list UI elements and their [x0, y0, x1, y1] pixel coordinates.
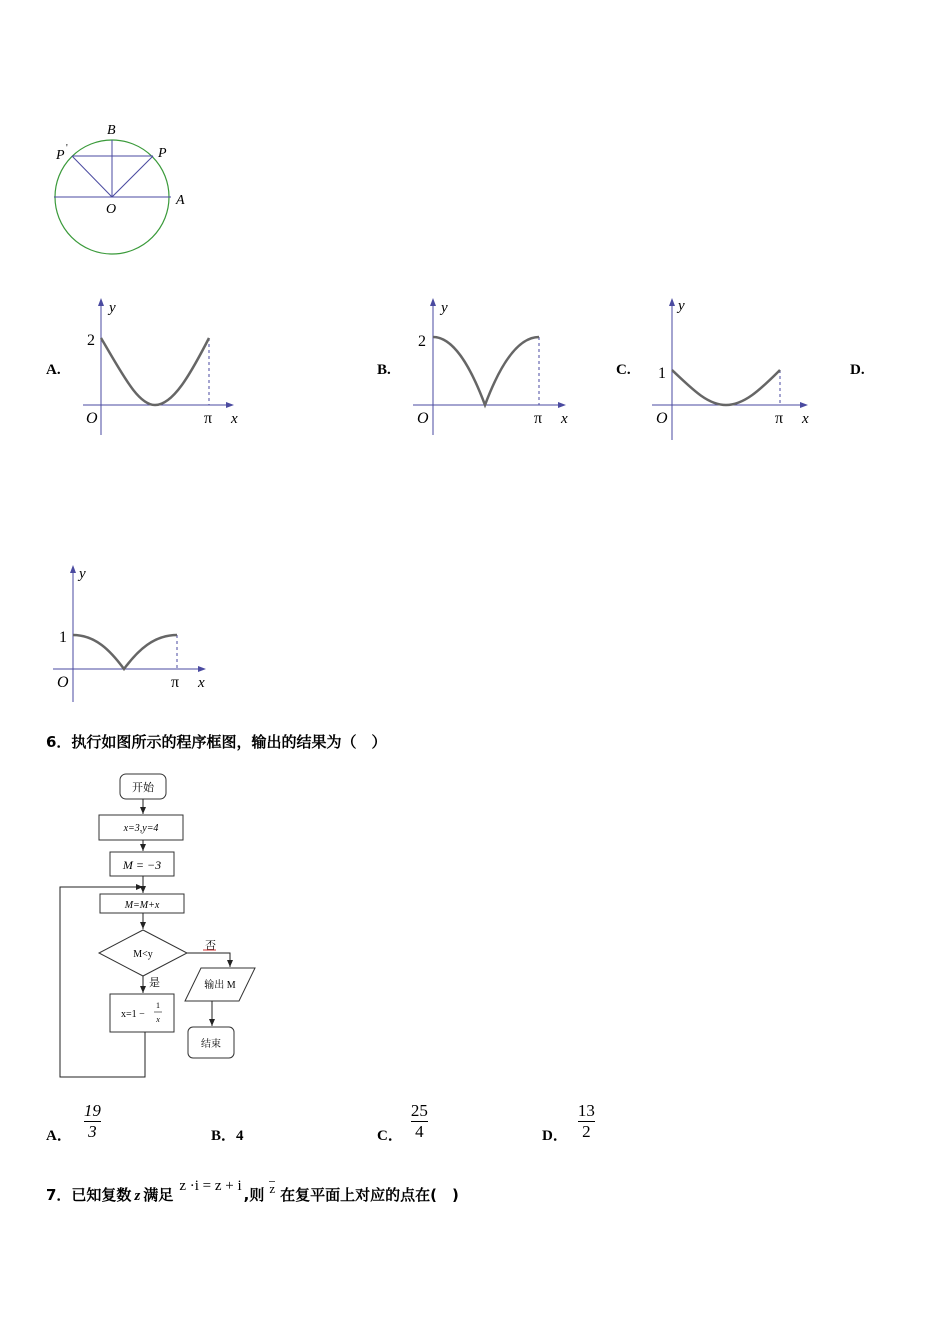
q6-option-b-letter: B． — [211, 1128, 237, 1144]
label-p-prime-mark: ' — [66, 143, 68, 154]
q6-option-d-letter: D． — [542, 1128, 568, 1144]
q6-option-a — [46, 1098, 101, 1145]
origin-label: O — [656, 410, 668, 427]
q5-option-c-graph — [648, 292, 818, 442]
q5-option-b-graph — [408, 295, 578, 435]
origin-label: O — [417, 410, 429, 427]
q7-line — [46, 1178, 459, 1205]
flow-no-label: 否 — [205, 940, 216, 952]
label-a: A — [176, 193, 185, 208]
q5-option-a-letter: A. — [46, 362, 61, 378]
flow-yes-label: 是 — [149, 977, 160, 989]
x-axis-label: x — [231, 411, 238, 427]
x-axis-label: x — [802, 411, 809, 427]
q6-option-a-num: 19 — [83, 1101, 101, 1120]
label-p-prime: P — [56, 148, 65, 163]
y-axis-label: y — [441, 300, 448, 316]
unit-circle-figure — [40, 115, 200, 265]
flow-end-label: 结束 — [201, 1039, 221, 1050]
q6-option-a-fraction — [84, 1101, 101, 1142]
q7-equation: z ·i = z + i — [179, 1178, 242, 1194]
q6-flowchart — [55, 768, 265, 1083]
label-o: O — [106, 202, 117, 217]
q7-mid: 满足 — [143, 1186, 174, 1204]
y-axis-label: y — [109, 300, 116, 316]
q6-option-d-fraction — [578, 1101, 595, 1142]
q7-then: ,则 — [243, 1186, 265, 1204]
q6-option-d-den: 2 — [582, 1122, 591, 1141]
q6-option-c-den: 4 — [415, 1122, 424, 1141]
q6-option-c-fraction — [411, 1101, 428, 1142]
y-tick: 2 — [418, 333, 426, 350]
pi-label: π — [204, 410, 213, 427]
pi-label: π — [171, 674, 180, 691]
y-axis-label: y — [678, 298, 685, 314]
segment-op — [112, 156, 153, 197]
flow-output-label: 输出 M — [204, 980, 236, 991]
y-tick: 1 — [658, 365, 666, 382]
pi-label: π — [775, 410, 784, 427]
flow-update-x-lhs: x=1 − — [121, 1009, 145, 1020]
q5-option-b-letter: B. — [377, 362, 391, 378]
q7-var: z — [134, 1188, 141, 1204]
flow-init-label: x=3,y=4 — [123, 823, 159, 834]
q6-option-a-letter: A． — [46, 1128, 72, 1144]
x-axis-label: x — [198, 675, 205, 691]
q5-option-c-letter: C. — [616, 362, 631, 378]
x-axis-label: x — [561, 411, 568, 427]
q6-title: 6．执行如图所示的程序框图，输出的结果为（ ） — [46, 733, 387, 751]
q6-option-d — [542, 1098, 595, 1145]
flow-update-x-den: x — [156, 1015, 160, 1024]
q6-option-a-den: 3 — [88, 1122, 97, 1141]
flow-start-label: 开始 — [132, 782, 154, 794]
segment-op-prime — [72, 156, 112, 197]
origin-label: O — [86, 410, 98, 427]
q6-option-b — [211, 1124, 244, 1145]
label-b: B — [107, 123, 116, 138]
flow-init-m-label: M = −3 — [122, 858, 162, 872]
q6-option-c-letter: C． — [377, 1128, 403, 1144]
flow-update-label: M=M+x — [124, 900, 160, 911]
q7-conj: z — [269, 1181, 276, 1196]
flow-condition-label: M<y — [133, 949, 153, 960]
pi-label: π — [534, 410, 543, 427]
y-tick: 1 — [59, 629, 67, 646]
origin-label: O — [57, 674, 69, 691]
q5-option-a-graph — [78, 295, 248, 435]
q6-option-c-num: 25 — [410, 1101, 428, 1120]
q7-suffix: 在复平面上对应的点在( ) — [280, 1186, 459, 1204]
q6-option-c — [377, 1098, 428, 1145]
y-tick: 2 — [87, 332, 95, 349]
q6-option-b-value: 4 — [236, 1128, 244, 1144]
q5-option-d-letter: D. — [850, 362, 865, 378]
q5-option-d-graph — [50, 562, 220, 702]
q7-prefix: 7．已知复数 — [46, 1186, 132, 1204]
q6-option-d-num: 13 — [577, 1101, 595, 1120]
flow-update-x-num: 1 — [156, 1001, 160, 1010]
label-p: P — [158, 146, 167, 161]
y-axis-label: y — [79, 566, 86, 582]
